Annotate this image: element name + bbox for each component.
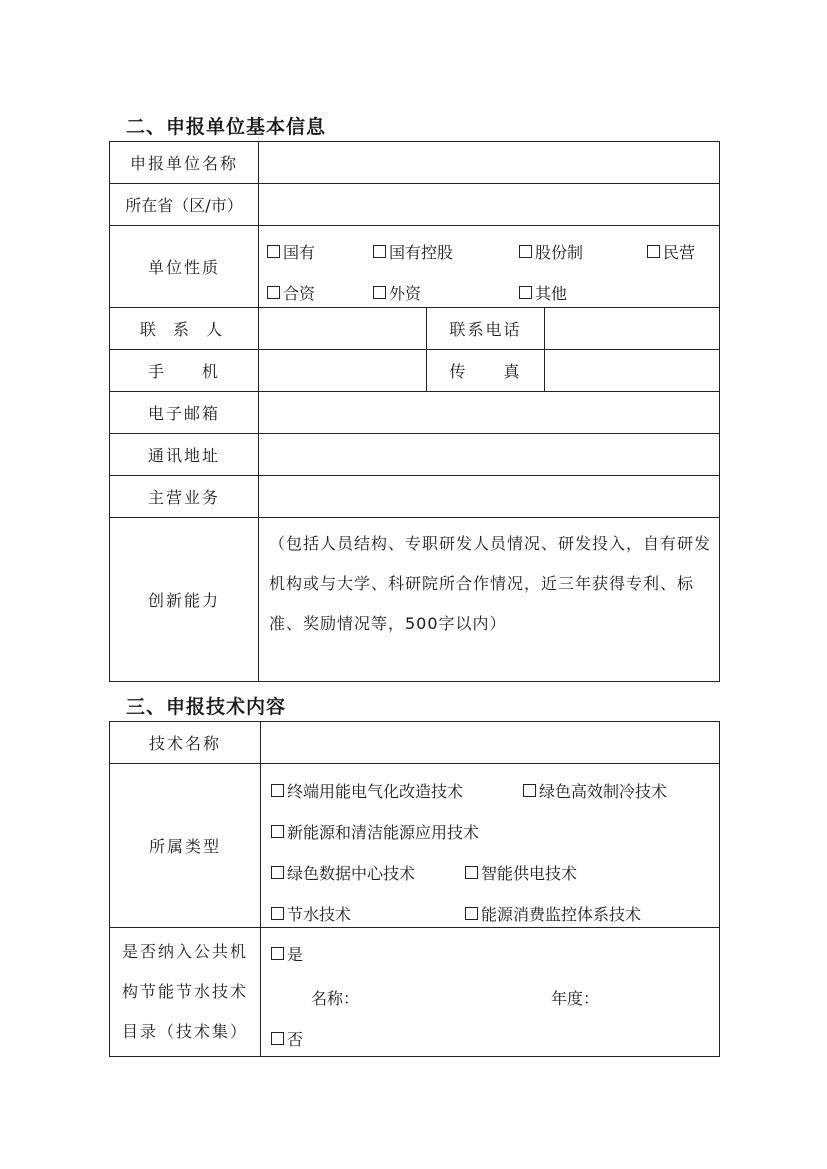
nature-option-foreign[interactable]: 外资 xyxy=(373,281,421,304)
contact-label: 联 系 人 xyxy=(110,308,259,350)
nature-option-other[interactable]: 其他 xyxy=(519,281,567,304)
section-3-title: 三、申报技术内容 xyxy=(126,696,287,718)
category-options xyxy=(261,764,720,928)
category-option-smart-power[interactable]: 智能供电技术 xyxy=(465,861,577,884)
innovation-note: （包括人员结构、专职研发人员情况、研发投入，自有研发机构或与大学、科研院所合作情况，近三年获得专利、标准、奖励情况等，500字以内） xyxy=(269,534,712,633)
email-field[interactable] xyxy=(259,392,720,434)
checkbox-icon[interactable] xyxy=(271,947,284,960)
category-option-new-energy[interactable]: 新能源和清洁能源应用技术 xyxy=(271,820,479,843)
checkbox-icon[interactable] xyxy=(271,784,284,797)
unit-name-label: 申报单位名称 xyxy=(110,142,259,184)
row-innovation xyxy=(110,518,720,682)
catalog-label xyxy=(110,928,261,1057)
address-label: 通讯地址 xyxy=(110,434,259,476)
catalog-label-line-2: 构节能节水技术 xyxy=(121,982,248,1001)
row-province xyxy=(110,184,720,226)
checkbox-icon[interactable] xyxy=(647,245,660,258)
category-option-monitoring[interactable]: 能源消费监控体系技术 xyxy=(465,902,641,925)
catalog-label-line-3: 目录（技术集） xyxy=(121,1022,248,1041)
nature-option-state-controlled[interactable]: 国有控股 xyxy=(373,240,453,263)
row-business xyxy=(110,476,720,518)
catalog-option-no[interactable]: 否 xyxy=(271,1027,303,1050)
row-category xyxy=(110,764,720,928)
business-field[interactable] xyxy=(259,476,720,518)
tech-content-table xyxy=(109,721,720,1057)
nature-option-state-owned[interactable]: 国有 xyxy=(267,240,315,263)
unit-name-field[interactable] xyxy=(259,142,720,184)
checkbox-icon[interactable] xyxy=(519,245,532,258)
checkbox-icon[interactable] xyxy=(271,907,284,920)
tech-name-label: 技术名称 xyxy=(110,722,261,764)
fax-field[interactable] xyxy=(545,350,720,392)
checkbox-icon[interactable] xyxy=(271,1032,284,1045)
category-label: 所属类型 xyxy=(110,764,261,928)
catalog-label-line-1: 是否纳入公共机 xyxy=(121,942,248,961)
category-option-water-saving[interactable]: 节水技术 xyxy=(271,902,351,925)
fax-label: 传 真 xyxy=(427,350,545,392)
checkbox-icon[interactable] xyxy=(267,286,280,299)
email-label: 电子邮箱 xyxy=(110,392,259,434)
business-label: 主营业务 xyxy=(110,476,259,518)
section-2-title: 二、申报单位基本信息 xyxy=(126,116,327,138)
category-option-cooling[interactable]: 绿色高效制冷技术 xyxy=(523,779,667,802)
row-tech-name xyxy=(110,722,720,764)
checkbox-icon[interactable] xyxy=(465,866,478,879)
row-address xyxy=(110,434,720,476)
nature-options xyxy=(259,226,720,308)
checkbox-icon[interactable] xyxy=(373,245,386,258)
province-label: 所在省（区/市） xyxy=(110,184,259,226)
checkbox-icon[interactable] xyxy=(519,286,532,299)
checkbox-icon[interactable] xyxy=(271,866,284,879)
nature-option-joint-stock[interactable]: 股份制 xyxy=(519,240,583,263)
checkbox-icon[interactable] xyxy=(267,245,280,258)
mobile-field[interactable] xyxy=(259,350,427,392)
checkbox-icon[interactable] xyxy=(523,784,536,797)
address-field[interactable] xyxy=(259,434,720,476)
innovation-field[interactable] xyxy=(259,518,720,682)
innovation-label: 创新能力 xyxy=(110,518,259,682)
catalog-name-label: 名称： xyxy=(311,989,360,1008)
nature-option-private[interactable]: 民营 xyxy=(647,240,695,263)
row-mobile xyxy=(110,350,720,392)
contact-phone-field[interactable] xyxy=(545,308,720,350)
checkbox-icon[interactable] xyxy=(465,907,478,920)
catalog-field xyxy=(261,928,720,1057)
catalog-option-yes[interactable]: 是 xyxy=(271,942,303,965)
catalog-year-label: 年度： xyxy=(551,989,600,1008)
row-contact xyxy=(110,308,720,350)
checkbox-icon[interactable] xyxy=(271,825,284,838)
mobile-label: 手 机 xyxy=(110,350,259,392)
checkbox-icon[interactable] xyxy=(373,286,386,299)
row-unit-name xyxy=(110,142,720,184)
province-field[interactable] xyxy=(259,184,720,226)
nature-label: 单位性质 xyxy=(110,226,259,308)
row-email xyxy=(110,392,720,434)
row-catalog xyxy=(110,928,720,1057)
category-option-electrification[interactable]: 终端用能电气化改造技术 xyxy=(271,779,463,802)
nature-option-joint-venture[interactable]: 合资 xyxy=(267,281,315,304)
unit-info-table xyxy=(109,141,720,682)
contact-phone-label: 联系电话 xyxy=(427,308,545,350)
row-nature xyxy=(110,226,720,308)
contact-field[interactable] xyxy=(259,308,427,350)
category-option-data-center[interactable]: 绿色数据中心技术 xyxy=(271,861,415,884)
tech-name-field[interactable] xyxy=(261,722,720,764)
